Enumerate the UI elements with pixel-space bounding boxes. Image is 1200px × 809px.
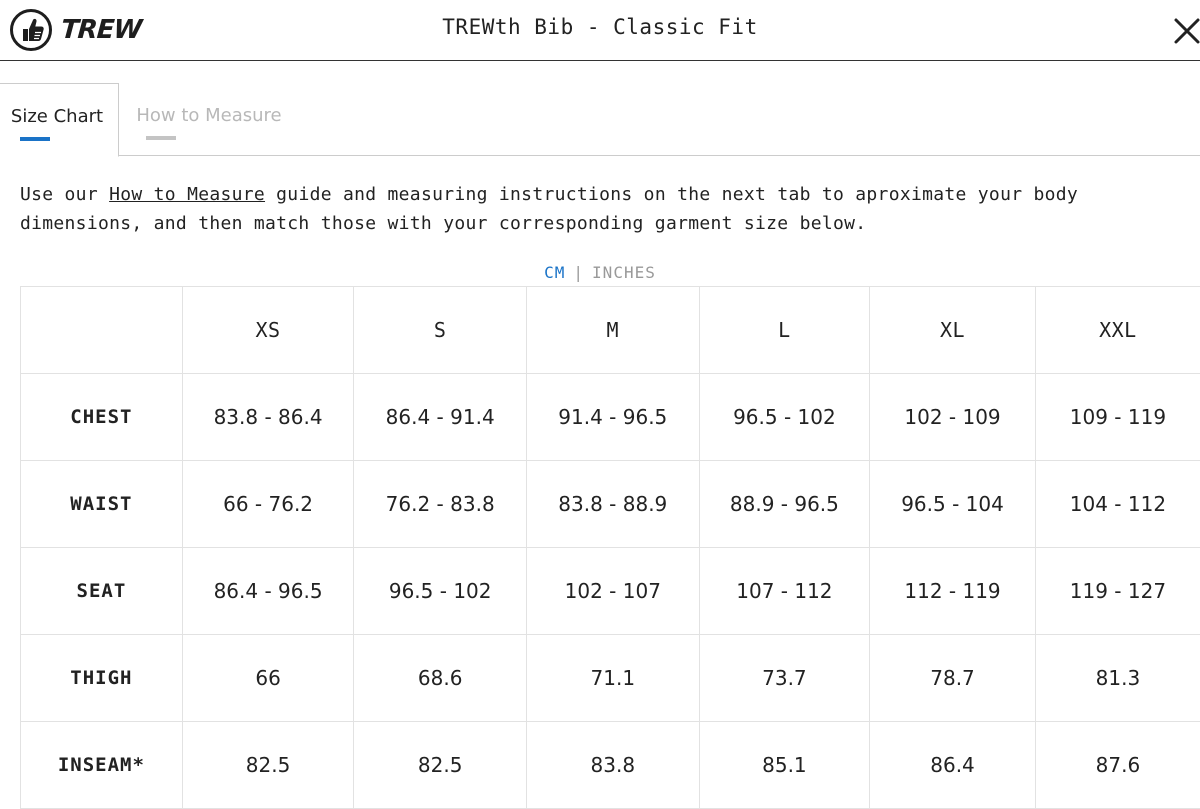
measurement-label: CHEST <box>21 374 183 461</box>
measurement-value: 68.6 <box>354 635 527 722</box>
modal-header <box>0 0 1200 61</box>
size-header-row <box>21 287 1200 374</box>
modal-title: TREWth Bib - Classic Fit <box>0 15 1200 39</box>
measurement-value: 83.8 - 86.4 <box>182 374 354 461</box>
measurement-value: 82.5 <box>182 722 354 809</box>
measurement-value: 83.8 - 88.9 <box>526 461 699 548</box>
size-header-l: L <box>699 287 870 374</box>
unit-toggle <box>0 263 1200 282</box>
measurement-value: 96.5 - 102 <box>699 374 870 461</box>
measurement-value: 109 - 119 <box>1035 374 1200 461</box>
table-row <box>21 461 1200 548</box>
measurement-value: 86.4 - 96.5 <box>182 548 354 635</box>
measurement-value: 78.7 <box>870 635 1036 722</box>
measurement-value: 88.9 - 96.5 <box>699 461 870 548</box>
tab-bar <box>0 83 1200 157</box>
tab-label: How to Measure <box>119 105 299 126</box>
size-header-xxl: XXL <box>1035 287 1200 374</box>
measurement-value: 91.4 - 96.5 <box>526 374 699 461</box>
size-header-m: M <box>526 287 699 374</box>
measurement-label: THIGH <box>21 635 183 722</box>
measurement-label: SEAT <box>21 548 183 635</box>
inactive-tab-indicator <box>146 136 176 140</box>
unit-separator: | <box>573 263 584 282</box>
tab-how-to-measure[interactable] <box>119 83 299 156</box>
table-row <box>21 722 1200 809</box>
close-button[interactable] <box>1170 14 1200 48</box>
close-icon <box>1170 14 1200 48</box>
table-row <box>21 374 1200 461</box>
unit-cm-option[interactable]: CM <box>544 263 565 282</box>
measurement-value: 86.4 <box>870 722 1036 809</box>
measurement-value: 85.1 <box>699 722 870 809</box>
measurement-value: 112 - 119 <box>870 548 1036 635</box>
measurement-value: 82.5 <box>354 722 527 809</box>
measurement-value: 73.7 <box>699 635 870 722</box>
table-row <box>21 635 1200 722</box>
measurement-value: 102 - 109 <box>870 374 1036 461</box>
tab-label: Size Chart <box>0 106 116 127</box>
measurement-value: 66 - 76.2 <box>182 461 354 548</box>
measurement-value: 76.2 - 83.8 <box>354 461 527 548</box>
measurement-value: 96.5 - 102 <box>354 548 527 635</box>
measurement-value: 96.5 - 104 <box>870 461 1036 548</box>
measurement-value: 71.1 <box>526 635 699 722</box>
size-header-xs: XS <box>182 287 354 374</box>
measurement-value: 104 - 112 <box>1035 461 1200 548</box>
measurement-value: 66 <box>182 635 354 722</box>
intro-text <box>20 180 1190 238</box>
size-chart-table <box>20 286 1200 809</box>
table-row <box>21 548 1200 635</box>
table-corner-cell <box>21 287 183 374</box>
measurement-value: 83.8 <box>526 722 699 809</box>
measurement-label: INSEAM* <box>21 722 183 809</box>
tab-size-chart[interactable] <box>0 83 119 157</box>
active-tab-indicator <box>20 137 50 141</box>
unit-inches-option[interactable]: INCHES <box>592 263 656 282</box>
measurement-value: 102 - 107 <box>526 548 699 635</box>
logo-wordmark: TREW <box>60 15 142 45</box>
measurement-value: 86.4 - 91.4 <box>354 374 527 461</box>
size-header-xl: XL <box>870 287 1036 374</box>
measurement-label: WAIST <box>21 461 183 548</box>
size-header-s: S <box>354 287 527 374</box>
measurement-value: 107 - 112 <box>699 548 870 635</box>
measurement-value: 87.6 <box>1035 722 1200 809</box>
intro-text-start: Use our <box>20 184 109 205</box>
intro-text-end: guide and measuring instructions on the next tab to aproximate your body dimensions, and then match those with your corresponding garment size below. <box>20 184 1078 234</box>
measurement-value: 119 - 127 <box>1035 548 1200 635</box>
how-to-measure-link[interactable]: How to Measure <box>109 184 265 205</box>
measurement-value: 81.3 <box>1035 635 1200 722</box>
